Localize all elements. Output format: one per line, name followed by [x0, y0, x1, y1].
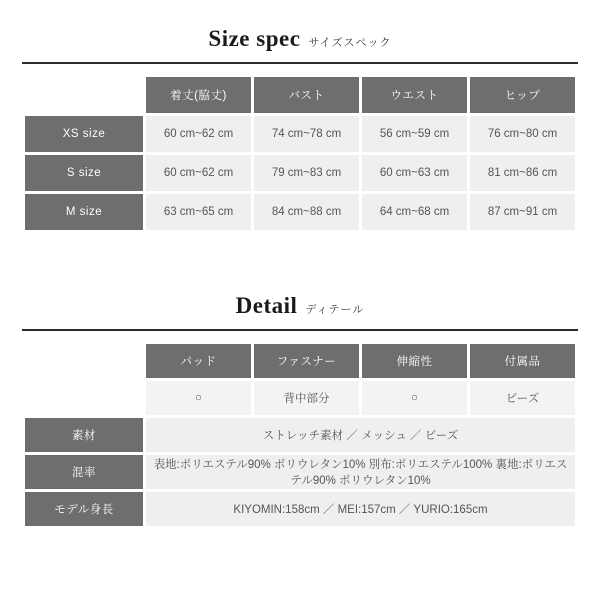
- cell-s-bust: 79 cm~83 cm: [254, 155, 359, 191]
- cell-xs-length: 60 cm~62 cm: [146, 116, 251, 152]
- row-header-xs: XS size: [25, 116, 143, 152]
- table-empty-cell: [25, 381, 143, 415]
- detail-title-en: Detail: [235, 293, 298, 318]
- detail-heading: [22, 267, 578, 329]
- column-header-waist: ウエスト: [362, 77, 467, 113]
- table-row: [25, 381, 575, 415]
- section-spacer: [0, 233, 600, 267]
- column-header-pad: パッド: [146, 344, 251, 378]
- cell-fastener-value: 背中部分: [254, 381, 359, 415]
- detail-section: [0, 267, 600, 529]
- row-header-model-height: モデル身長: [25, 492, 143, 526]
- row-header-m: M size: [25, 194, 143, 230]
- column-header-length: 着丈(脇丈): [146, 77, 251, 113]
- table-header-row: [25, 344, 575, 378]
- cell-model-height-value: KIYOMIN:158cm ／ MEI:157cm ／ YURIO:165cm: [146, 492, 575, 526]
- size-spec-table-wrap: [22, 64, 578, 233]
- column-header-hip: ヒップ: [470, 77, 575, 113]
- column-header-fastener: ファスナー: [254, 344, 359, 378]
- cell-s-hip: 81 cm~86 cm: [470, 155, 575, 191]
- cell-xs-waist: 56 cm~59 cm: [362, 116, 467, 152]
- cell-pad-value: ○: [146, 381, 251, 415]
- table-row: [25, 418, 575, 452]
- cell-accessory-value: ビーズ: [470, 381, 575, 415]
- cell-s-waist: 60 cm~63 cm: [362, 155, 467, 191]
- row-header-s: S size: [25, 155, 143, 191]
- table-corner-cell: [25, 344, 143, 378]
- table-row: [25, 155, 575, 191]
- detail-table: [22, 341, 578, 529]
- row-header-composition: 混率: [25, 455, 143, 489]
- cell-stretch-value: ○: [362, 381, 467, 415]
- table-row: [25, 116, 575, 152]
- table-row: [25, 194, 575, 230]
- cell-material-value: ストレッチ素材 ／ メッシュ ／ ビーズ: [146, 418, 575, 452]
- cell-m-length: 63 cm~65 cm: [146, 194, 251, 230]
- detail-title-jp: ディテール: [305, 304, 365, 316]
- table-corner-cell: [25, 77, 143, 113]
- table-row: [25, 492, 575, 526]
- column-header-stretch: 伸縮性: [362, 344, 467, 378]
- column-header-bust: バスト: [254, 77, 359, 113]
- table-row: [25, 455, 575, 489]
- cell-xs-bust: 74 cm~78 cm: [254, 116, 359, 152]
- cell-composition-value: 表地:ポリエステル90% ポリウレタン10% 別布:ポリエステル100% 裏地:ポリエステル90% ポリウレタン10%: [146, 455, 575, 489]
- detail-table-wrap: [22, 331, 578, 529]
- size-spec-heading: [22, 0, 578, 62]
- cell-m-bust: 84 cm~88 cm: [254, 194, 359, 230]
- size-spec-title-jp: サイズスペック: [308, 37, 392, 49]
- cell-m-hip: 87 cm~91 cm: [470, 194, 575, 230]
- table-header-row: [25, 77, 575, 113]
- size-spec-table: [22, 74, 578, 233]
- size-spec-section: [0, 0, 600, 233]
- cell-m-waist: 64 cm~68 cm: [362, 194, 467, 230]
- size-spec-title-en: Size spec: [208, 26, 301, 51]
- cell-xs-hip: 76 cm~80 cm: [470, 116, 575, 152]
- cell-s-length: 60 cm~62 cm: [146, 155, 251, 191]
- row-header-material: 素材: [25, 418, 143, 452]
- column-header-accessory: 付属品: [470, 344, 575, 378]
